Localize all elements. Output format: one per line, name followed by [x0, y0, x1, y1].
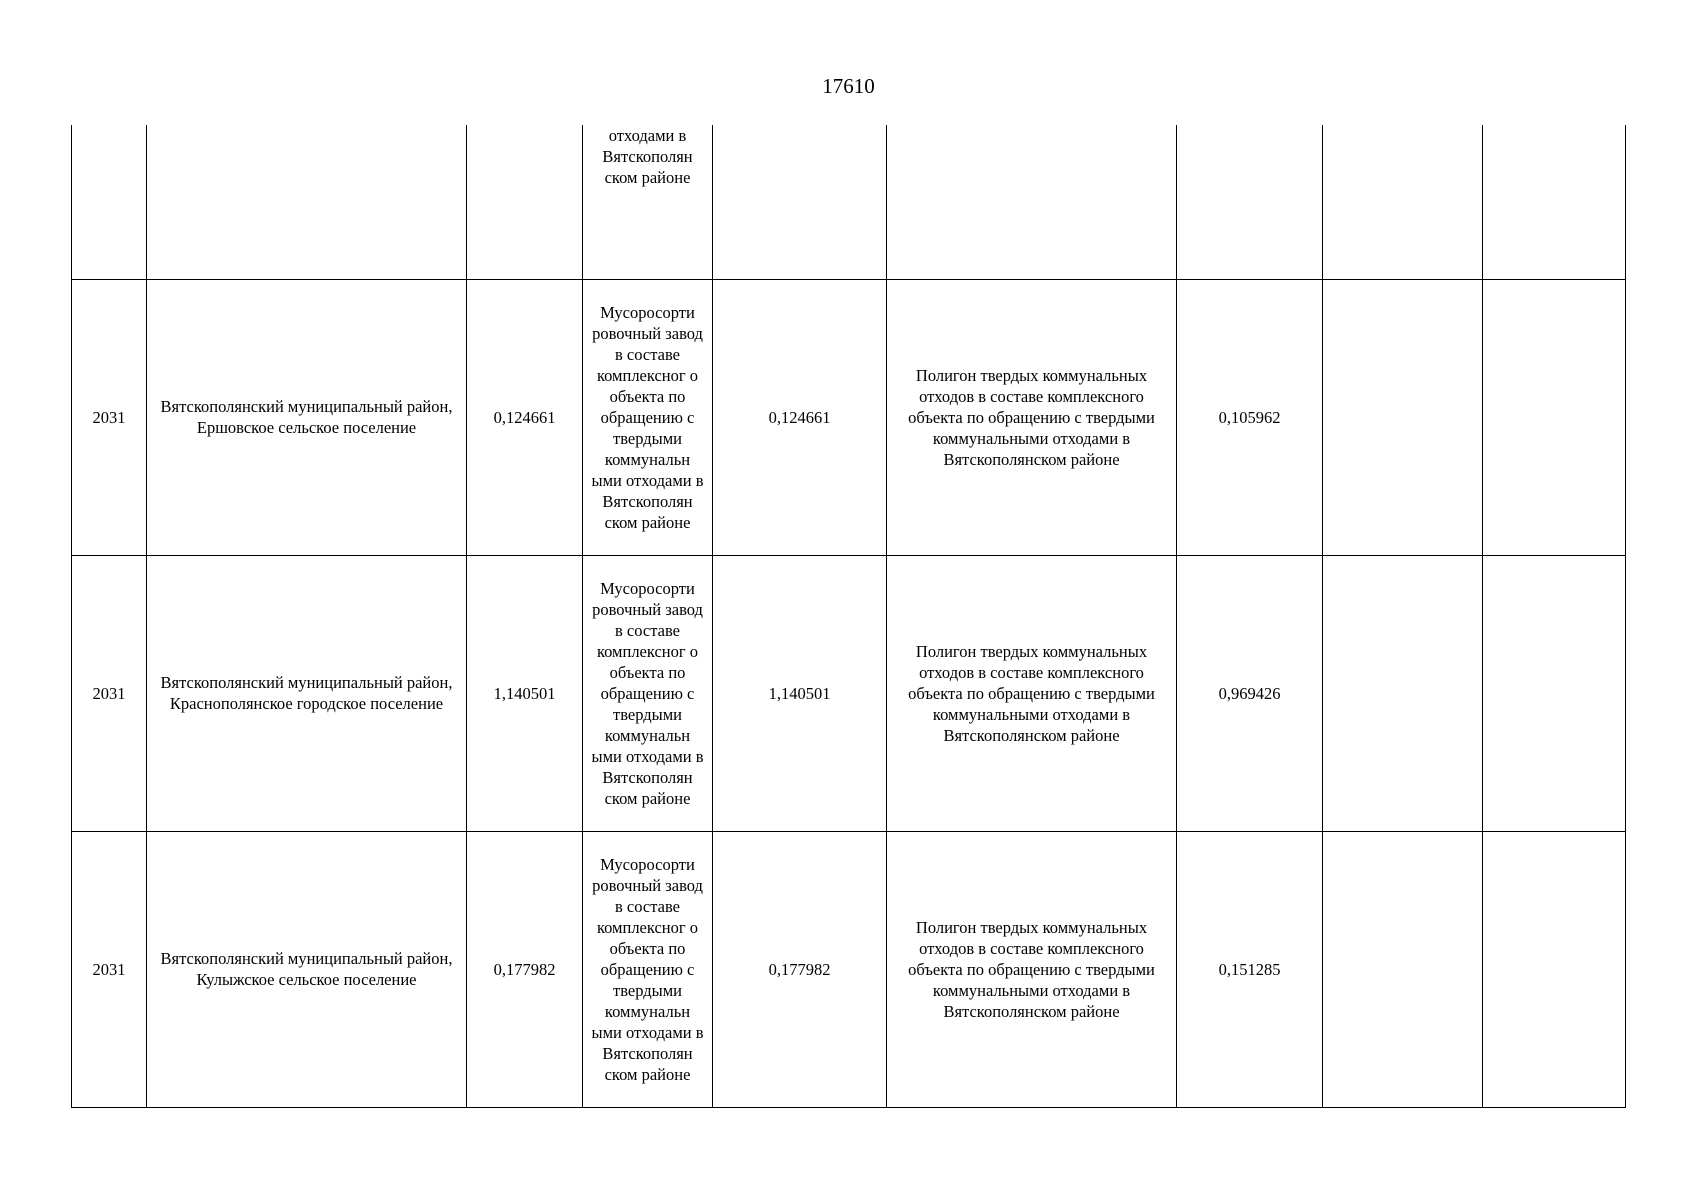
waste-flow-table [71, 125, 1626, 1108]
cell-facility: Мусоросорти ровочный завод в составе комплексног о объекта по обращению с твердыми коммунальн ыми отходами в Вятскополян ском районе [583, 279, 713, 555]
cell-extra-2 [1483, 279, 1626, 555]
cell-volume-to-facility: 1,140501 [713, 555, 887, 831]
cell-extra-2 [1483, 125, 1626, 279]
cell-facility: отходами в Вятскополян ском районе [583, 125, 713, 279]
cell-extra-1 [1323, 555, 1483, 831]
table-row [72, 831, 1626, 1107]
cell-volume-to-facility: 0,177982 [713, 831, 887, 1107]
cell-volume-to-landfill [1177, 125, 1323, 279]
cell-extra-1 [1323, 831, 1483, 1107]
cell-municipality [147, 125, 467, 279]
cell-year: 2031 [72, 831, 147, 1107]
cell-volume: 0,124661 [467, 279, 583, 555]
cell-landfill [887, 125, 1177, 279]
cell-landfill: Полигон твердых коммунальных отходов в составе комплексного объекта по обращению с твердыми коммунальными отходами в Вятскополянском районе [887, 279, 1177, 555]
table-row [72, 279, 1626, 555]
cell-volume [467, 125, 583, 279]
cell-facility: Мусоросорти ровочный завод в составе комплексног о объекта по обращению с твердыми коммунальн ыми отходами в Вятскополян ском районе [583, 831, 713, 1107]
cell-year: 2031 [72, 279, 147, 555]
cell-volume: 0,177982 [467, 831, 583, 1107]
cell-municipality: Вятскополянский муниципальный район, Краснополянское городское поселение [147, 555, 467, 831]
cell-volume: 1,140501 [467, 555, 583, 831]
cell-volume-to-facility: 0,124661 [713, 279, 887, 555]
cell-municipality: Вятскополянский муниципальный район, Кулыжское сельское поселение [147, 831, 467, 1107]
cell-extra-2 [1483, 555, 1626, 831]
cell-landfill: Полигон твердых коммунальных отходов в составе комплексного объекта по обращению с твердыми коммунальными отходами в Вятскополянском районе [887, 831, 1177, 1107]
cell-landfill: Полигон твердых коммунальных отходов в составе комплексного объекта по обращению с твердыми коммунальными отходами в Вятскополянском районе [887, 555, 1177, 831]
cell-year [72, 125, 147, 279]
cell-extra-1 [1323, 279, 1483, 555]
cell-year: 2031 [72, 555, 147, 831]
cell-extra-2 [1483, 831, 1626, 1107]
cell-volume-to-facility [713, 125, 887, 279]
page-number: 17610 [822, 74, 875, 98]
table-row-continuation [72, 125, 1626, 279]
cell-volume-to-landfill: 0,105962 [1177, 279, 1323, 555]
cell-municipality: Вятскополянский муниципальный район, Ершовское сельское поселение [147, 279, 467, 555]
cell-extra-1 [1323, 125, 1483, 279]
cell-facility: Мусоросорти ровочный завод в составе комплексног о объекта по обращению с твердыми коммунальн ыми отходами в Вятскополян ском районе [583, 555, 713, 831]
table-row [72, 555, 1626, 831]
cell-volume-to-landfill: 0,151285 [1177, 831, 1323, 1107]
cell-volume-to-landfill: 0,969426 [1177, 555, 1323, 831]
